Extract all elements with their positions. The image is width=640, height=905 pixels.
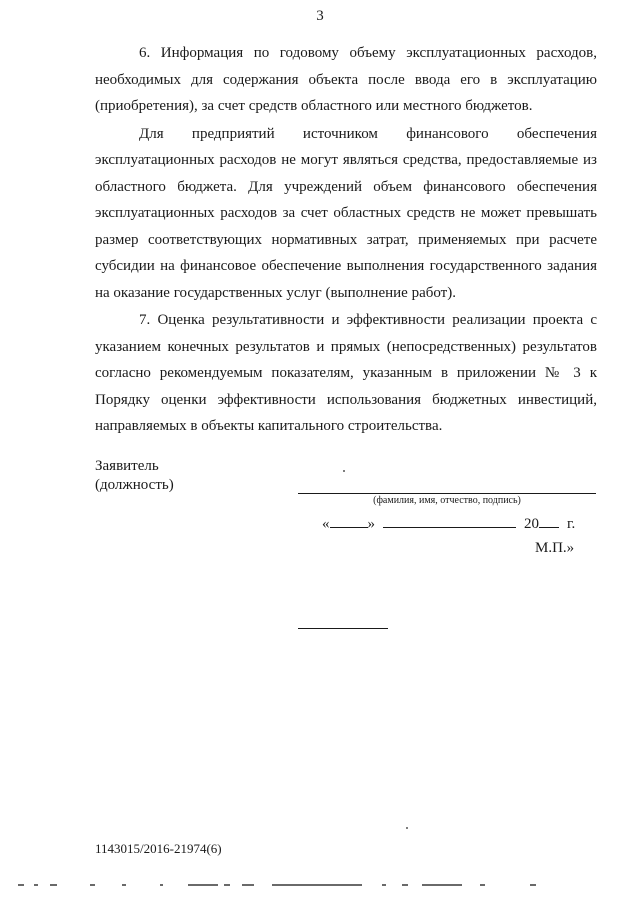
document-id: 1143015/2016-21974(6) (95, 841, 222, 856)
year-blank (539, 515, 559, 528)
date-open-quote: « (322, 516, 330, 532)
date-close-quote: » (367, 516, 375, 532)
paragraph-item-7: 7. Оценка результативности и эффективности реализации проекта с указанием конечных результатов и прямых (непосредственных) результатов согласно рекомендуемым показателям, указанным в приложении № 3 к Порядку оценки эффективности использования бюджетных инвестиций, направляемых в объекты капитального строительства. (95, 312, 597, 434)
end-divider (298, 628, 388, 629)
year-prefix: 20 (524, 516, 539, 532)
signature-line (298, 493, 596, 494)
year-suffix: г. (567, 516, 576, 532)
scan-speck (406, 827, 408, 829)
signature-caption: (фамилия, имя, отчество, подпись) (373, 495, 521, 506)
scan-edge-artifact (10, 883, 630, 887)
applicant-block (95, 457, 174, 495)
date-line (322, 515, 575, 533)
day-blank (330, 515, 368, 528)
applicant-label: Заявитель (95, 458, 159, 474)
paragraph-funding-sources: Для предприятий источником финансового обеспечения эксплуатационных расходов не могут являться средства, предоставляемые из областного бюджета. Для учреждений объем финансового обеспечения эксплуатационных расходов за счет областных средств не может превышать размер соответствующих нормативных затрат, применяемых при расчете субсидии на финансовое обеспечение выполнения государственного задания на оказание государственных услуг (выполнение работ). (95, 125, 597, 301)
position-label: (должность) (95, 477, 174, 493)
page-number: 3 (316, 8, 324, 24)
document-body (95, 40, 597, 440)
paragraph-item-6: 6. Информация по годовому объему эксплуатационных расходов, необходимых для содержания объекта после ввода его в эксплуатацию (приобретения), за счет средств областного или местного бюджетов. (95, 45, 597, 114)
stamp-label: М.П.» (535, 540, 575, 556)
scan-speck (343, 470, 345, 472)
month-blank (383, 515, 516, 528)
